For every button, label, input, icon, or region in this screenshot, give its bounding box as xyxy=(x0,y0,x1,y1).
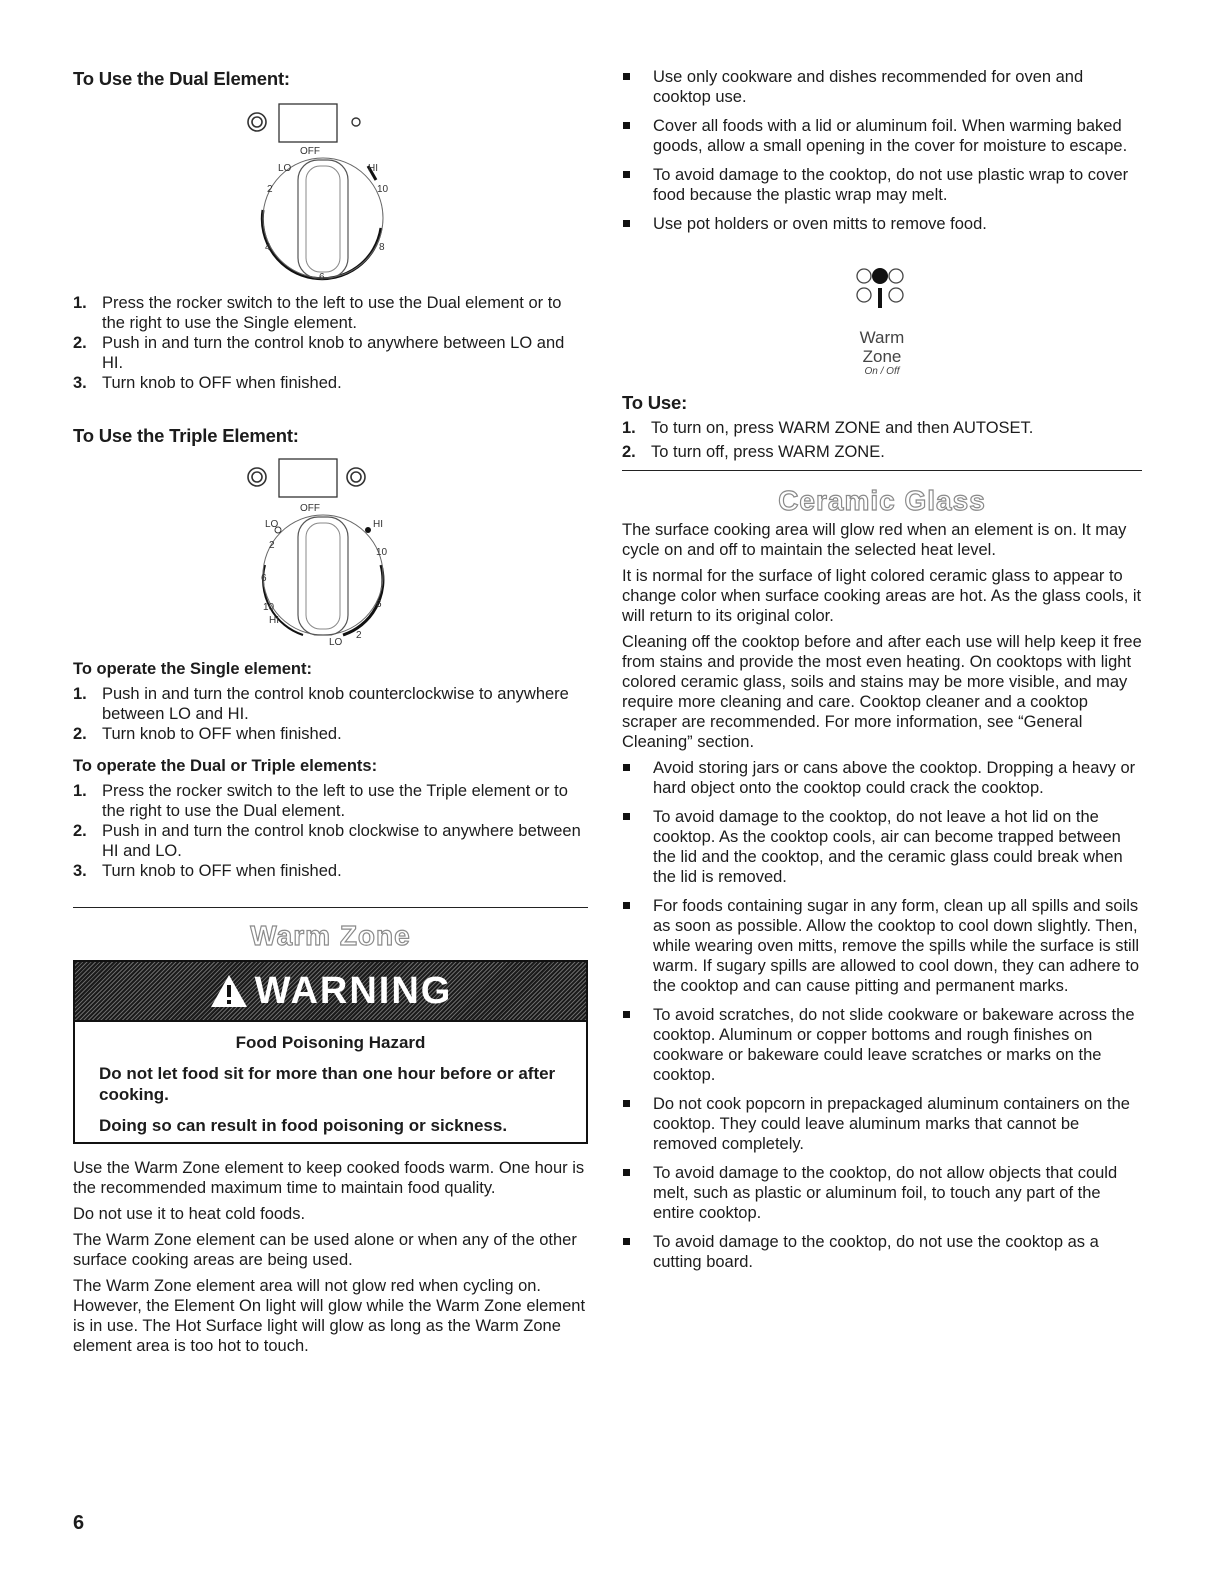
multi-element-steps xyxy=(73,781,588,881)
knob-label-10: 10 xyxy=(376,547,388,558)
paragraph: It is normal for the surface of light colored ceramic glass to appear to change color when surface cooking areas are hot. As the glass cools, it will return to its original color. xyxy=(622,567,1142,625)
to-use-steps xyxy=(622,418,1142,462)
list-item: Cover all foods with a lid or aluminum foil. When warming baked goods, allow a small opening in the cover for moisture to escape. xyxy=(622,116,1142,156)
list-item: 1. Push in and turn the control knob counterclockwise to anywhere between LO and HI. xyxy=(73,685,569,723)
rocker-switch-icon xyxy=(248,104,360,142)
triple-element-heading: To Use the Triple Element: xyxy=(73,425,299,446)
knob-label-6-lower: 6 xyxy=(376,599,382,610)
page-number: 6 xyxy=(73,1512,85,1534)
dual-element-knob-diagram xyxy=(243,100,483,285)
paragraph: The Warm Zone element can be used alone or when any of the other surface cooking areas are being used. xyxy=(73,1231,577,1269)
paragraph: The surface cooking area will glow red when an element is on. It may cycle on and off to maintain the selected heat level. xyxy=(622,521,1127,559)
ceramic-glass-tips xyxy=(622,758,1142,1272)
single-element-steps xyxy=(73,684,588,744)
list-item: 1. Press the rocker switch to the left to use the Triple element or to the right to use the Dual element. xyxy=(73,782,568,820)
list-item: 2. Push in and turn the control knob clockwise to anywhere between HI and LO. xyxy=(73,822,581,860)
section-divider xyxy=(622,470,1142,471)
knob-label-off: OFF xyxy=(300,503,320,514)
warning-triangle-icon xyxy=(209,973,249,1009)
warning-text: Do not let food sit for more than one hour before or after cooking. xyxy=(99,1064,556,1104)
single-element-subheading: To operate the Single element: xyxy=(73,660,312,678)
knob-label-10: 10 xyxy=(377,184,389,195)
section-divider xyxy=(73,907,588,908)
hazard-title: Food Poisoning Hazard xyxy=(235,1033,426,1052)
triple-element-knob-diagram xyxy=(243,455,483,655)
knob-label-6: 6 xyxy=(319,272,325,283)
warning-banner xyxy=(75,962,586,1022)
list-item: 3. Turn knob to OFF when finished. xyxy=(73,862,342,880)
list-item: To avoid damage to the cooktop, do not allow objects that could melt, such as plastic or aluminum foil, to touch any part of the entire cooktop. xyxy=(622,1163,1142,1223)
knob-label-lo-lower: LO xyxy=(329,637,343,648)
knob-label-lo: LO xyxy=(278,163,292,174)
knob-label-lo: LO xyxy=(265,519,279,530)
knob-label-off: OFF xyxy=(300,146,320,157)
warm-zone-title: Warm Zone xyxy=(250,920,411,951)
warm-zone-description xyxy=(73,1158,588,1356)
dual-element-heading: To Use the Dual Element: xyxy=(73,68,290,89)
list-item: To avoid damage to the cooktop, do not use plastic wrap to cover food because the plastic wrap may melt. xyxy=(622,165,1142,205)
list-item: Use pot holders or oven mitts to remove food. xyxy=(622,214,1142,234)
control-knob-icon xyxy=(262,158,383,279)
list-item: Use only cookware and dishes recommended for oven and cooktop use. xyxy=(622,67,1142,107)
knob-label-hi-lower: HI xyxy=(269,615,279,626)
rocker-switch-icon xyxy=(248,459,365,497)
warning-box xyxy=(73,960,588,1144)
knob-label-10-lower: 10 xyxy=(263,602,275,613)
list-item: 1. To turn on, press WARM ZONE and then AUTOSET. xyxy=(622,419,1034,437)
knob-label-8: 8 xyxy=(379,242,385,253)
list-item: Avoid storing jars or cans above the cooktop. Dropping a heavy or hard object onto the cooktop could crack the cooktop. xyxy=(622,758,1142,798)
list-item: Do not cook popcorn in prepackaged aluminum containers on the cooktop. They could leave aluminum marks that cannot be removed completely. xyxy=(622,1094,1142,1154)
warm-zone-tips xyxy=(622,67,1142,234)
paragraph: Use the Warm Zone element to keep cooked foods warm. One hour is the recommended maximum time to maintain food quality. xyxy=(73,1159,585,1197)
list-item: 2. To turn off, press WARM ZONE. xyxy=(622,443,885,461)
list-item: 3. Turn knob to OFF when finished. xyxy=(73,374,342,392)
dual-element-steps xyxy=(73,293,588,393)
paragraph: Cleaning off the cooktop before and after each use will help keep it free from stains and provide the most even heating. On cooktops with light colored ceramic glass, soils and stains may be more visible, and may require more cleaning and care. Cooktop cleaner and a cooktop scraper are recommended. For more information, see “General Cleaning” section. xyxy=(622,633,1142,751)
knob-label-hi: HI xyxy=(373,519,383,530)
list-item: To avoid damage to the cooktop, do not leave a hot lid on the cooktop. As the cooktop cools, air can become trapped between the lid and the cooktop, and the ceramic glass could break when the lid is removed. xyxy=(622,807,1142,887)
control-knob-icon xyxy=(263,515,383,635)
ceramic-glass-title: Ceramic Glass xyxy=(778,485,986,516)
list-item: To avoid scratches, do not slide cookware or bakeware across the cooktop. Aluminum or copper bottoms and rough finishes on cookware or bakeware could leave scratches or marks on the cooktop. xyxy=(622,1005,1142,1085)
paragraph: Do not use it to heat cold foods. xyxy=(73,1205,306,1223)
knob-label-2: 2 xyxy=(269,540,275,551)
warm-zone-button-label: Warm Zone On / Off xyxy=(859,328,905,377)
list-item: 2. Turn knob to OFF when finished. xyxy=(73,725,342,743)
knob-label-6: 6 xyxy=(261,573,267,584)
list-item: 1. Press the rocker switch to the left to use the Dual element or to the right to use the Single element. xyxy=(73,294,562,332)
knob-label-2-lower: 2 xyxy=(356,630,362,641)
paragraph: The Warm Zone element area will not glow red when cycling on. However, the Element On light will glow while the Warm Zone element is in use. The Hot Surface light will glow as long as the Warm Zone element area is too hot to touch. xyxy=(73,1277,586,1355)
knob-label-hi: HI xyxy=(368,163,378,174)
knob-label-2: 2 xyxy=(267,184,273,195)
warning-consequence: Doing so can result in food poisoning or sickness. xyxy=(99,1116,508,1135)
list-item: For foods containing sugar in any form, clean up all spills and soils as soon as possible. Allow the cooktop to cool down slightly. Then, while wearing oven mitts, remove the spills while the surface is still warm. If sugary spills are allowed to cool down, they can adhere to the cooktop and can cause pitting and permanent marks. xyxy=(622,896,1142,996)
list-item: To avoid damage to the cooktop, do not use the cooktop as a cutting board. xyxy=(622,1232,1142,1272)
to-use-heading: To Use: xyxy=(622,392,688,413)
list-item: 2. Push in and turn the control knob to anywhere between LO and HI. xyxy=(73,334,565,372)
ceramic-glass-description xyxy=(622,520,1142,758)
knob-label-4: 4 xyxy=(265,242,271,253)
multi-element-subheading: To operate the Dual or Triple elements: xyxy=(73,757,378,775)
warning-label: WARNING xyxy=(254,969,453,1012)
warm-zone-icon xyxy=(850,262,912,310)
